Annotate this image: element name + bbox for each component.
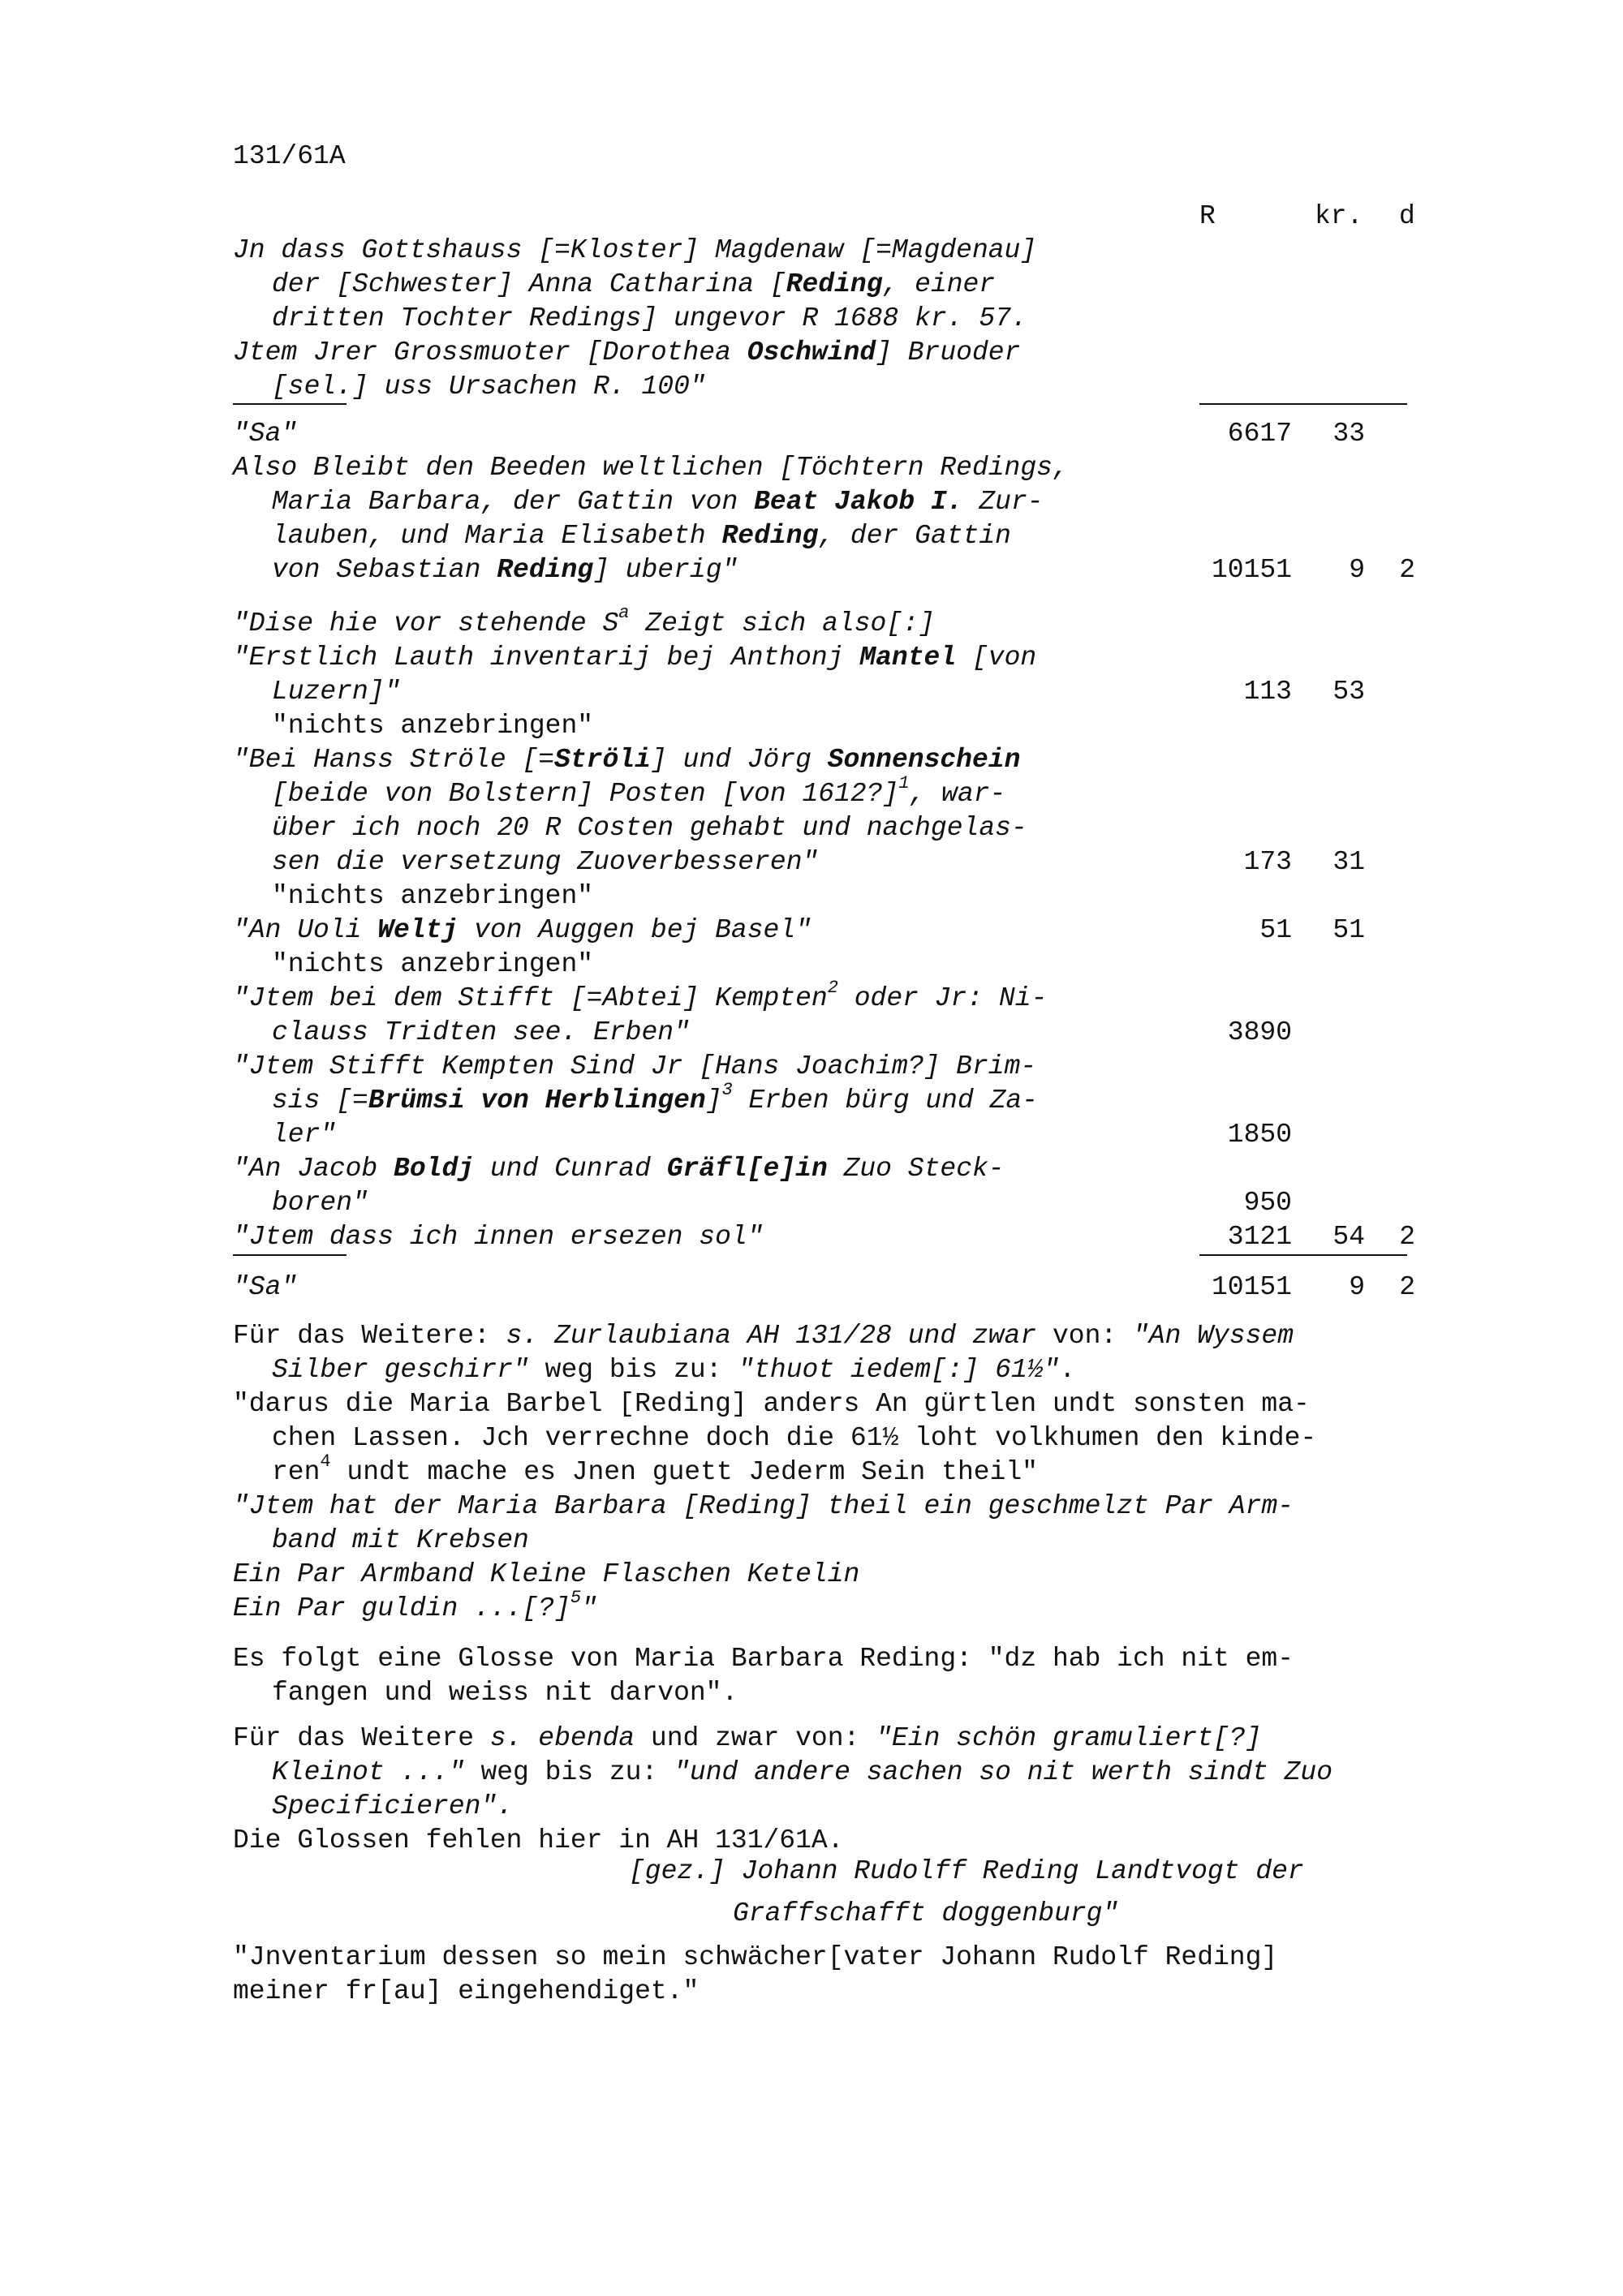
paragraph-line: "Jtem hat der Maria Barbara [Reding] theil ein geschmelzt Par Arm- xyxy=(233,1491,1294,1521)
amount-kr: 33 xyxy=(1332,419,1365,449)
paragraph-line: Silber geschirr" weg bis zu: "thuot iedem[:] 61½". xyxy=(272,1355,1076,1385)
note-text: "nichts anzebringen" xyxy=(272,711,594,741)
entry-line: Jn dass Gottshauss [=Kloster] Magdenaw [=Magdenau] xyxy=(233,235,1037,265)
amount-r: 173 xyxy=(1243,847,1292,877)
entry-boldj xyxy=(233,1152,1190,1220)
entry-line: ler" xyxy=(272,1120,337,1150)
column-header-r: R xyxy=(1199,201,1216,231)
entry-mantel xyxy=(233,603,1190,709)
entry-magdenau xyxy=(233,234,1190,336)
amount-r: 3121 xyxy=(1227,1222,1292,1252)
entry-ersezen xyxy=(233,1220,1190,1254)
paragraph-line: Für das Weitere s. ebenda und zwar von: "Ein schön gramuliert[?] xyxy=(233,1723,1262,1753)
entry-line: "An Jacob Boldj und Cunrad Gräfl[e]in Zuo Steck- xyxy=(233,1154,1005,1184)
paragraph-weitere-1 xyxy=(233,1319,1499,1387)
amount-kr: 54 xyxy=(1332,1222,1365,1252)
paragraph-line: Die Glossen fehlen hier in AH 131/61A. xyxy=(233,1825,844,1855)
entry-weltj xyxy=(233,914,1190,948)
paragraph-line: "darus die Maria Barbel [Reding] anders An gürtlen undt sonsten ma- xyxy=(233,1389,1310,1419)
entry-line: Also Bleibt den Beeden weltlichen [Töchtern Redings, xyxy=(233,453,1069,483)
entry-line: über ich noch 20 R Costen gehabt und nachgelas- xyxy=(272,813,1027,843)
entry-line: Maria Barbara, der Gattin von Beat Jakob I. Zur- xyxy=(272,487,1044,517)
amount-kr: 53 xyxy=(1332,677,1365,707)
entry-line: "Erstlich Lauth inventarij bej Anthonj Mantel [von xyxy=(233,643,1037,673)
sum-label: "Sa" xyxy=(233,1272,298,1302)
column-header-kr: kr. xyxy=(1315,201,1363,231)
paragraph-jnventarium xyxy=(233,1941,1499,2009)
entry-line: clauss Tridten see. Erben" xyxy=(272,1017,690,1047)
amount-r: 10151 xyxy=(1211,1272,1292,1302)
sum-rule xyxy=(1199,1254,1407,1256)
amount-r: 113 xyxy=(1243,677,1292,707)
entry-line: "Jtem Stifft Kempten Sind Jr [Hans Joachim?] Brim- xyxy=(233,1051,1037,1081)
paragraph-line: ren$^4$ undt mache es Jnen guett Jederm Sein theil" xyxy=(272,1451,1038,1487)
entry-line: [beide von Bolstern] Posten [von 1612?]$^1$, war- xyxy=(272,773,1006,809)
paragraph-line: Ein Par guldin ...[?]$^5$" xyxy=(233,1588,597,1623)
signature-line-1: [gez.] Johann Rudolff Reding Landtvogt der xyxy=(629,1856,1304,1886)
amount-r: 950 xyxy=(1243,1188,1292,1218)
entry-line: "Bei Hanss Ströle [=Ströli] und Jörg Sonnenschein xyxy=(233,745,1021,775)
paragraph-glosse xyxy=(233,1642,1499,1710)
paragraph-line: chen Lassen. Jch verrechne doch die 61½ loht volkhumen den kinde- xyxy=(272,1423,1317,1453)
amount-r: 1850 xyxy=(1227,1120,1292,1150)
entry-line: boren" xyxy=(272,1188,368,1218)
entry-line: lauben, und Maria Elisabeth Reding, der Gattin xyxy=(272,521,1011,551)
paragraph-line: meiner fr[au] eingehendiget." xyxy=(233,1976,700,2006)
note-line xyxy=(233,709,1190,743)
entry-line: sen die versetzung Zuoverbesseren" xyxy=(272,847,819,877)
footnote-rule xyxy=(233,403,347,405)
entry-line: "Dise hie vor stehende $S^a$ Zeigt sich also[:] xyxy=(233,603,935,638)
amount-r: 6617 xyxy=(1227,419,1292,449)
entry-line: Jtem Jrer Grossmuoter [Dorothea Oschwind] Bruoder xyxy=(233,338,1021,368)
entry-line: dritten Tochter Redings] ungevor R 1688 kr. 57. xyxy=(272,303,1027,333)
paragraph-line: Ein Par Armband Kleine Flaschen Ketelin xyxy=(233,1559,860,1589)
entry-line: "An Uoli Weltj von Auggen bej Basel" xyxy=(233,915,812,945)
entry-stroeli xyxy=(233,743,1190,879)
signature-line-2: Graffschafft doggenburg" xyxy=(733,1898,1119,1928)
amount-kr: 9 xyxy=(1349,1272,1365,1302)
entry-line: "Jtem dass ich innen ersezen sol" xyxy=(233,1222,764,1252)
amount-kr: 31 xyxy=(1332,847,1365,877)
entry-kempten xyxy=(233,978,1190,1050)
amount-kr: 51 xyxy=(1332,915,1365,945)
note-line xyxy=(233,948,1190,982)
note-text: "nichts anzebringen" xyxy=(272,881,594,911)
amount-d: 2 xyxy=(1399,555,1415,585)
entry-toechtern xyxy=(233,451,1190,587)
column-header-d: d xyxy=(1399,201,1415,231)
entry-line: der [Schwester] Anna Catharina [Reding, einer xyxy=(272,269,996,299)
entry-line: von Sebastian Reding] uberig" xyxy=(272,555,738,585)
sum-line-2 xyxy=(233,1271,1190,1305)
entry-line: [sel.] uss Ursachen R. 100" xyxy=(272,372,706,402)
amount-r: 10151 xyxy=(1211,555,1292,585)
document-reference: 131/61A xyxy=(233,141,346,171)
entry-bruemsi xyxy=(233,1050,1190,1152)
entry-line: sis [=Brümsi von Herblingen]$^3$ Erben bürg und Za- xyxy=(272,1080,1038,1116)
amount-d: 2 xyxy=(1399,1222,1415,1252)
note-line xyxy=(233,879,1190,914)
paragraph-line: fangen und weiss nit darvon". xyxy=(272,1678,738,1708)
entry-line: "Jtem bei dem Stifft [=Abtei] Kempten$^2$ oder Jr: Ni- xyxy=(233,978,1048,1013)
paragraph-armband xyxy=(233,1490,1499,1626)
amount-kr: 9 xyxy=(1349,555,1365,585)
paragraph-line: Kleinot ..." weg bis zu: "und andere sachen so nit werth sindt Zuo xyxy=(272,1757,1333,1787)
paragraph-line: "Jnventarium dessen so mein schwächer[vater Johann Rudolf Reding] xyxy=(233,1942,1278,1972)
paragraph-line: Specificieren". xyxy=(272,1791,514,1821)
amount-d: 2 xyxy=(1399,1272,1415,1302)
footnote-rule xyxy=(233,1254,347,1256)
entry-line: Luzern]" xyxy=(272,677,401,707)
note-text: "nichts anzebringen" xyxy=(272,949,594,979)
sum-label: "Sa" xyxy=(233,419,298,449)
amount-r: 51 xyxy=(1259,915,1292,945)
paragraph-darus xyxy=(233,1387,1499,1490)
paragraph-line: band mit Krebsen xyxy=(272,1525,529,1555)
entry-grossmuoter xyxy=(233,336,1190,404)
sum-rule xyxy=(1199,403,1407,405)
sum-line-1 xyxy=(233,417,1190,451)
paragraph-line: Es folgt eine Glosse von Maria Barbara Reding: "dz hab ich nit em- xyxy=(233,1644,1294,1674)
amount-r: 3890 xyxy=(1227,1017,1292,1047)
paragraph-weitere-2 xyxy=(233,1722,1499,1858)
paragraph-line: Für das Weitere: s. Zurlaubiana AH 131/28 und zwar von: "An Wyssem xyxy=(233,1321,1294,1351)
